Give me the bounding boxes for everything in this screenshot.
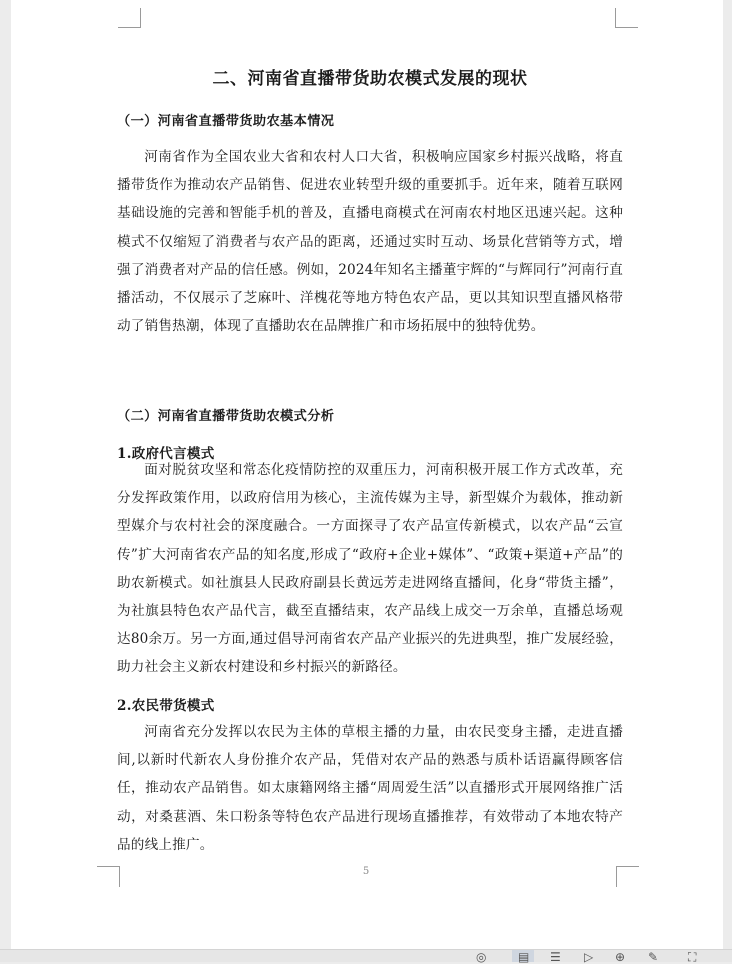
crop-mark-top-right (615, 8, 638, 28)
crop-mark-top-left (118, 8, 141, 28)
page-title: 二、河南省直播带货助农模式发展的现状 (212, 69, 528, 89)
status-bar (0, 949, 732, 962)
sub2-paragraph: 河南省充分发挥以农民为主体的草根主播的力量，由农民变身主播，走进直播间,以新时代新农人身份推介农产品，凭借对农产品的熟悉与质朴话语赢得顾客信任，推动农产品销售。如太康籍网络主播“周周爱生活”以直播形式开展网络推广活动，对桑葚酒、朱口粉条等特色农产品进行现场直播推荐，有效带动了本地农特产品的线上推广。 (117, 724, 623, 853)
globe-icon[interactable]: ⊕ (615, 950, 626, 964)
document-page (11, 0, 723, 949)
section2-heading: （二）河南省直播带货助农模式分析 (117, 409, 335, 424)
sub1-heading: 1.政府代言模式 (117, 446, 215, 462)
page-view-icon[interactable]: ▤ (518, 950, 530, 964)
fit-icon[interactable]: ⛶ (688, 950, 697, 964)
eye-icon[interactable]: ◎ (476, 950, 487, 964)
crop-mark-bottom-left (97, 866, 120, 887)
outline-icon[interactable]: ☰ (550, 950, 561, 964)
play-icon[interactable]: ▷ (584, 950, 594, 964)
sub1-paragraph: 面对脱贫攻坚和常态化疫情防控的双重压力，河南积极开展工作方式改革，充分发挥政策作用，以政府信用为核心，主流传媒为主导，新型媒介为载体，推动新型媒介与农村社会的深度融合。一方面探寻了农产品宣传新模式，以农产品“云宣传”扩大河南省农产品的知名度,形成了“政府+企业+媒体”、“政策+渠道+产品”的助农新模式。如社旗县人民政府副县长黄远芳走进网络直播间，化身“带货主播”，为社旗县特色农产品代言，截至直播结束，农产品线上成交一万余单，直播总场观达80余万。另一方面,通过倡导河南省农产品产业振兴的先进典型，推广发展经验，助力社会主义新农村建设和乡村振兴的新路径。 (117, 462, 623, 676)
page-number: 5 (362, 866, 370, 877)
sub2-heading: 2.农民带货模式 (117, 698, 215, 714)
crop-mark-bottom-right (616, 866, 639, 887)
pen-icon[interactable]: ✎ (648, 950, 659, 964)
section1-paragraph: 河南省作为全国农业大省和农村人口大省，积极响应国家乡村振兴战略，将直播带货作为推动农产品销售、促进农业转型升级的重要抓手。近年来，随着互联网基础设施的完善和智能手机的普及，直播电商模式在河南农村地区迅速兴起。这种模式不仅缩短了消费者与农产品的距离，还通过实时互动、场景化营销等方式，增强了消费者对产品的信任感。例如，2024年知名主播董宇辉的“与辉同行”河南行直播活动，不仅展示了芝麻叶、洋槐花等地方特色农产品，更以其知识型直播风格带动了销售热潮，体现了直播助农在品牌推广和市场拓展中的独特优势。 (117, 149, 623, 335)
section1-heading: （一）河南省直播带货助农基本情况 (117, 114, 335, 129)
